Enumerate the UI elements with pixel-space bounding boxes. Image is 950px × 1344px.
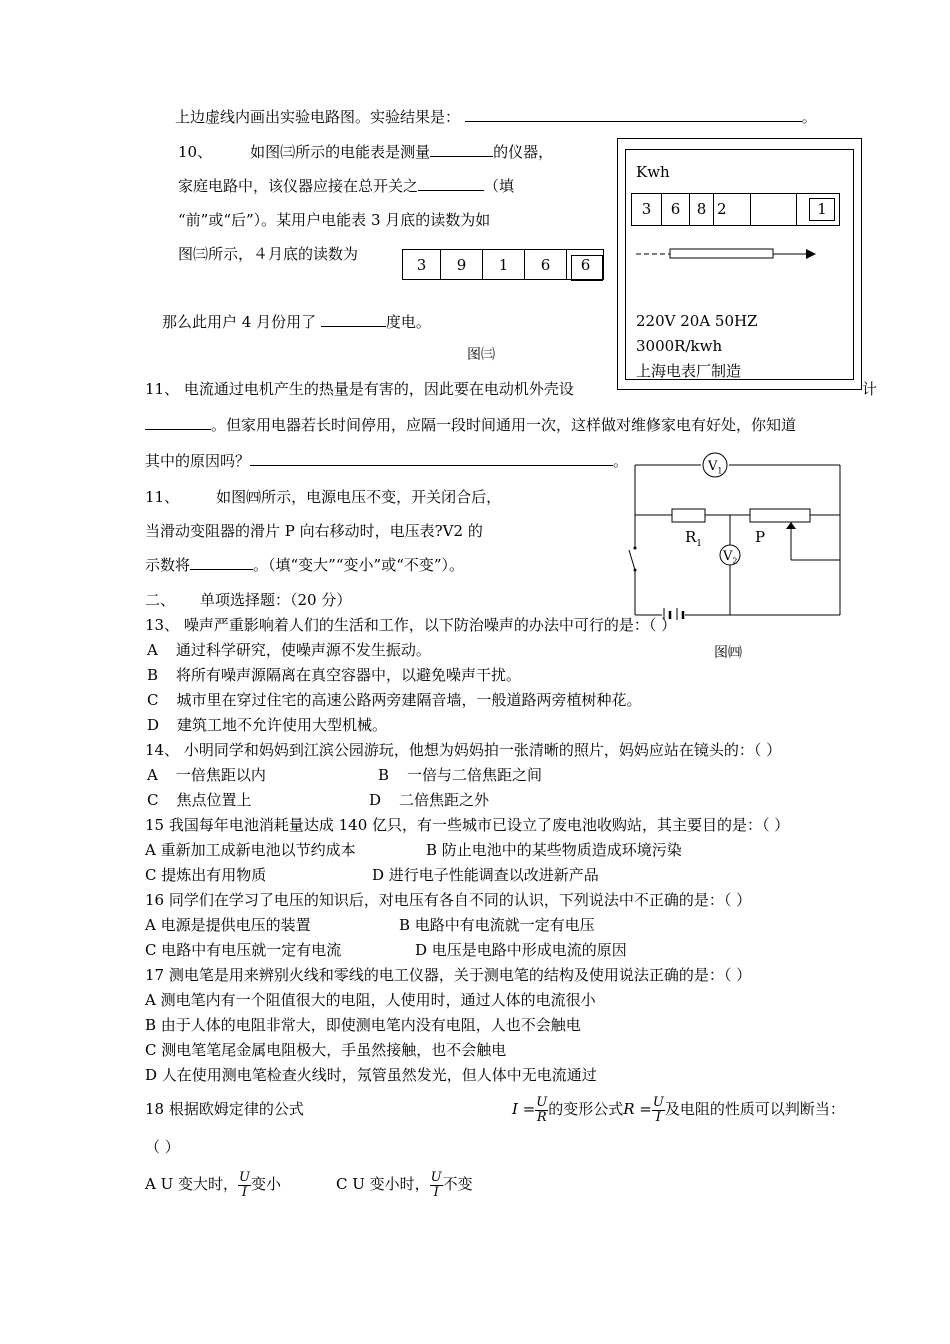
meter-digit	[796, 194, 840, 225]
slider-arrow-icon	[786, 522, 796, 529]
meter-unit: Kwh	[636, 163, 670, 181]
answer-blank[interactable]	[190, 556, 253, 570]
q15-option-d: D 进行电子性能调查以改进新产品	[372, 866, 599, 884]
q15-option-b: B 防止电池中的某些物质造成环境污染	[426, 841, 682, 859]
p-label: P	[755, 528, 766, 546]
q18-paren: （ ）	[145, 1138, 180, 1156]
circuit-diagram	[620, 450, 850, 620]
digit-cell: 6	[566, 250, 604, 279]
q17-option-a: A 测电笔内有一个阻值很大的电阻，人使用时，通过人体的电流很小	[145, 991, 596, 1009]
q11a-line1: 11、 电流通过电机产生的热量是有害的，因此要在电动机外壳设	[145, 380, 574, 398]
decimal-digit-frame	[571, 255, 603, 281]
q17-option-d: D 人在使用测电笔检查火线时，氖管虽然发光，但人体中无电流通过	[145, 1066, 597, 1084]
rotor-arrow-icon	[636, 244, 816, 264]
q11b-line3: 示数将 。（填“变大”“变小”或“不变”）。	[145, 556, 465, 574]
fraction-u-over-i: $\frac{U}{I}$	[430, 1169, 442, 1200]
meter-digit: 8	[689, 194, 713, 225]
digit-cell: 6	[524, 250, 566, 279]
fig3-label: 图㈢	[467, 347, 495, 363]
answer-blank[interactable]	[465, 108, 802, 122]
q14-stem: 14、 小明同学和妈妈到江滨公园游玩，他想为妈妈拍一张清晰的照片，妈妈应站在镜头的：（ ）	[145, 741, 782, 759]
q15-option-a: A 重新加工成新电池以节约成本	[145, 841, 356, 859]
q10-line1: 10、 如图㈢所示的电能表是测量 的仪器，	[178, 143, 554, 161]
decimal-digit-frame: 1	[809, 198, 835, 221]
fraction-u-over-i: $\frac{U}{I}$	[239, 1169, 250, 1200]
q11a-line2: 。但家用电器若长时间停用，应隔一段时间通用一次，这样做对维修家电有好处，你知道	[145, 416, 796, 434]
q15-option-c: C 提炼出有用物质	[145, 866, 267, 884]
section2-heading: 二、 单项选择题：（20 分）	[145, 591, 352, 609]
april-reading-box	[402, 249, 604, 280]
answer-blank[interactable]	[418, 177, 484, 191]
meter-digit: 6	[661, 194, 689, 225]
q17-option-b: B 由于人体的电阻非常大，即使测电笔内没有电阻，人也不会触电	[145, 1016, 581, 1034]
meter-spec-constant: 3000R/kwh	[636, 337, 723, 355]
q18-stem: 18 根据欧姆定律的公式	[145, 1100, 304, 1118]
q16-option-b: B 电路中有电流就一定有电压	[399, 916, 595, 934]
q10-line2: 家庭电路中，该仪器应接在总开关之 （填	[178, 177, 515, 195]
q11a-line3: 其中的原因吗？ 。	[145, 452, 629, 470]
q16-option-d: D 电压是电路中形成电流的原因	[415, 941, 627, 959]
q18-option-a: A U 变大时， $\frac{U}{I}$ 变小	[145, 1169, 281, 1200]
q10-line3: “前”或“后”）。某用户电能表 3 月底的读数为如	[178, 211, 491, 229]
q9-tail: 上边虚线内画出实验电路图。实验结果是： 。	[175, 108, 817, 126]
digit-cell: 3	[416, 256, 427, 274]
meter-spec-rating: 220V 20A 50HZ	[636, 312, 758, 330]
q17-option-c: C 测电笔笔尾金属电阻极大，手虽然接触，也不会触电	[145, 1041, 507, 1059]
answer-blank[interactable]	[321, 313, 386, 327]
meter-digit: 3	[641, 200, 652, 218]
q14-option-d: D 二倍焦距之外	[369, 791, 490, 809]
q14-option-c: C 焦点位置上	[147, 791, 252, 809]
answer-blank[interactable]	[430, 143, 493, 157]
q14-option-a: A 一倍焦距以内	[147, 766, 266, 784]
q15-stem: 15 我国每年电池消耗量达成 140 亿只，有一些城市已设立了废电池收购站，其主要目的是：（ ）	[145, 816, 790, 834]
meter-digit-box	[631, 193, 840, 226]
answer-blank[interactable]	[145, 416, 211, 430]
switch-icon	[629, 547, 637, 572]
q13-option-a: A 通过科学研究，使噪声源不发生振动。	[147, 641, 431, 659]
q17-stem: 17 测电笔是用来辨别火线和零线的电工仪器，关于测电笔的结构及使用说法正确的是：（ ）	[145, 966, 752, 984]
meter-maker: 上海电表厂制造	[636, 362, 742, 380]
q13-option-b: B 将所有噪声源隔离在真空容器中，以避免噪声干扰。	[147, 666, 522, 684]
q13-option-d: D 建筑工地不允许使用大型机械。	[147, 716, 388, 734]
fraction-u-over-i: $\frac{U}{I}$	[652, 1094, 664, 1125]
q10-line4: 图㈢所示，４月底的读数为	[178, 245, 359, 263]
electric-meter-inner	[625, 149, 854, 380]
q16-option-a: A 电源是提供电压的装置	[145, 916, 311, 934]
r1-label: $R_1$	[685, 528, 703, 549]
fraction-u-over-r: $\frac{U}{R}$	[536, 1094, 548, 1125]
q13-stem: 13、 噪声严重影响着人们的生活和工作，以下防治噪声的办法中可行的是：（ ）	[145, 616, 677, 634]
q10-line5: 那么此用户 4 月份用了 度电。	[162, 313, 431, 331]
q16-stem: 16 同学们在学习了电压的知识后，对电压有各自不同的认识，下列说法中不正确的是：（ ）	[145, 891, 752, 909]
answer-blank[interactable]	[250, 452, 613, 466]
v1-label: $V_1$	[708, 459, 723, 476]
q11b-line2: 当滑动变阻器的滑片 P 向右移动时，电压表?V2 的	[145, 522, 483, 540]
q11b-line1: 11、 如图㈣所示，电源电压不变，开关闭合后，	[145, 488, 502, 506]
q13-option-c: C 城市里在穿过住宅的高速公路两旁建隔音墙，一般道路两旁植树种花。	[147, 691, 642, 709]
q11a-line1-end: 计	[862, 380, 878, 398]
digit-cell: 1	[482, 250, 524, 279]
meter-digit	[750, 194, 796, 225]
fig4-label: 图㈣	[714, 645, 742, 661]
q16-option-c: C 电路中有电压就一定有电流	[145, 941, 342, 959]
q14-option-b: B 一倍与二倍焦距之间	[378, 766, 543, 784]
meter-digit: 2	[713, 194, 750, 225]
q18-formula: I = $\frac{U}{R}$ 的变形公式R = $\frac{U}{I}$ 及电阻的性质可以判断当：	[512, 1094, 845, 1125]
digit-cell: 9	[440, 250, 482, 279]
v2-label: $V_2$	[723, 549, 738, 566]
q18-option-c: C U 变小时， $\frac{U}{I}$ 不变	[336, 1169, 473, 1200]
